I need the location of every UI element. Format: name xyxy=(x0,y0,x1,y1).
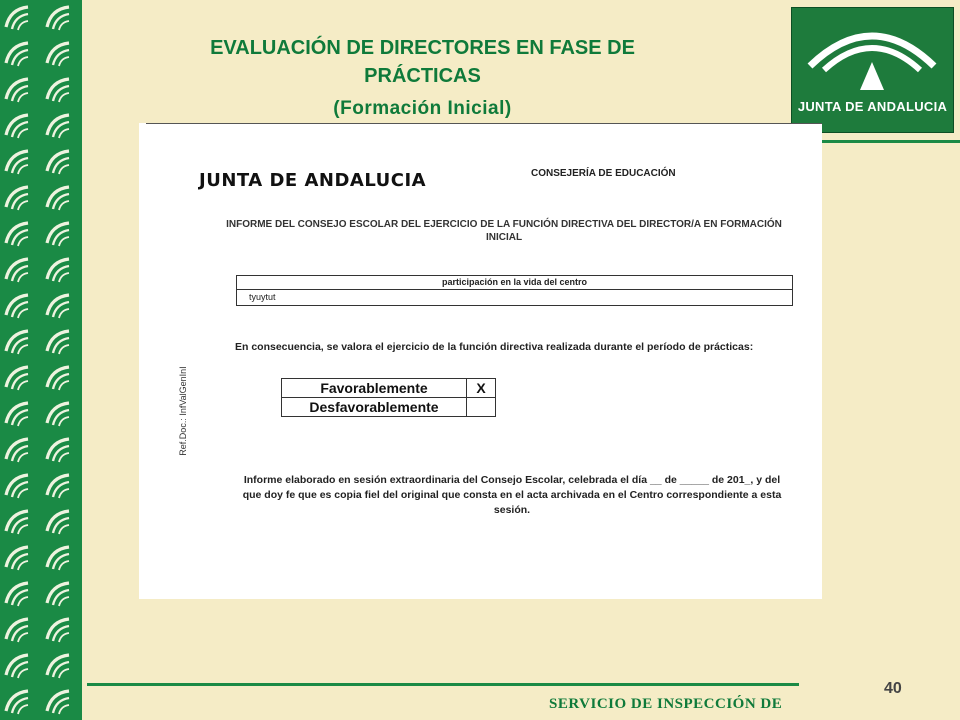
document-image xyxy=(139,123,822,599)
table-row xyxy=(282,379,495,397)
ref-doc-text: Ref.Doc.: InfValGenInI xyxy=(178,365,188,456)
logo-text: JUNTA DE ANDALUCIA xyxy=(797,99,948,114)
page-number: 40 xyxy=(884,680,902,697)
valoracion-mark xyxy=(467,398,495,416)
table-row xyxy=(282,397,495,416)
junta-andalucia-logo xyxy=(791,7,954,133)
document-top-border xyxy=(146,123,822,124)
participation-header: participación en la vida del centro xyxy=(237,276,792,290)
valoracion-label: Favorablemente xyxy=(282,379,467,397)
divider-bottom xyxy=(87,683,799,686)
participation-value: tyuytut xyxy=(249,292,276,302)
document-org-logo: JUNTA DE ANDALUCIA xyxy=(199,170,427,191)
slide-title: EVALUACIÓN DE DIRECTORES EN FASE DE PRÁCTICAS xyxy=(210,37,635,87)
valoracion-mark: X xyxy=(476,380,486,396)
valoracion-label: Desfavorablemente xyxy=(282,398,467,416)
valoracion-table xyxy=(281,378,496,417)
divider-top xyxy=(822,140,960,143)
footer-text: SERVICIO DE INSPECCIÓN DE xyxy=(549,696,783,712)
consecuencia-text: En consecuencia, se valora el ejercicio de la función directiva realizada durante el período de prácticas: xyxy=(235,341,754,353)
pattern-icon xyxy=(0,0,82,720)
junta-andalucia-logo-icon xyxy=(792,8,953,98)
participation-table xyxy=(236,275,793,306)
sesion-text: Informe elaborado en sesión extraordinaria del Consejo Escolar, celebrada el día __ de _____ de 201_, y del que doy fe que es copia fiel del original que consta en el acta archivada en el Centro correspondiente a esta sesión. xyxy=(242,474,782,516)
informe-title: INFORME DEL CONSEJO ESCOLAR DEL EJERCICIO DE LA FUNCIÓN DIRECTIVA DEL DIRECTOR/A EN FORMACIÓN INICIAL xyxy=(226,219,782,243)
consejeria-label: CONSEJERÍA DE EDUCACIÓN xyxy=(531,168,676,179)
ref-doc xyxy=(176,363,190,458)
decorative-sidebar xyxy=(0,0,82,720)
slide-subtitle: (Formación Inicial) xyxy=(333,98,512,119)
